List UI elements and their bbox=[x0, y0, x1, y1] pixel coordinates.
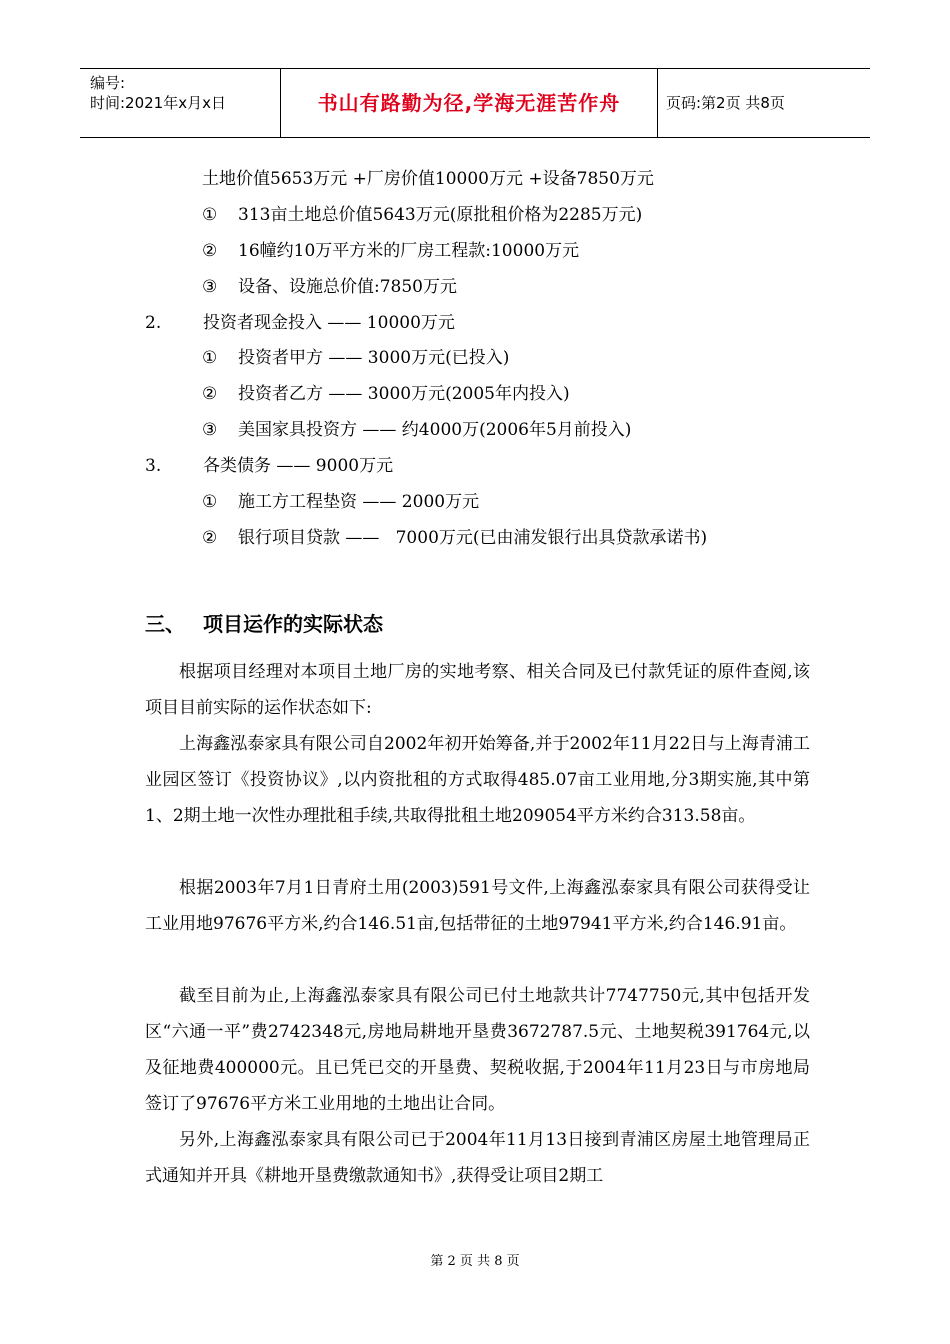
item-number: 3. bbox=[145, 456, 162, 476]
asset-mark: ② bbox=[202, 241, 218, 261]
investor-item bbox=[202, 417, 631, 443]
page-footer: 第 2 页 共 8 页 bbox=[430, 1254, 520, 1269]
asset-item bbox=[202, 274, 457, 300]
motto: 书山有路勤为径,学海无涯苦作舟 bbox=[280, 69, 658, 137]
asset-item bbox=[202, 202, 642, 228]
investor-item bbox=[202, 381, 570, 407]
paragraph: 根据项目经理对本项目土地厂房的实地考察、相关合同及已付款凭证的原件查阅,该项目目前实际的运作状态如下: bbox=[145, 662, 810, 718]
debt-item bbox=[202, 525, 707, 551]
investor-text: 投资者乙方 —— 3000万元(2005年内投入) bbox=[238, 384, 570, 404]
debt-text: 银行项目贷款 —— 7000万元(已由浦发银行出具贷款承诺书) bbox=[238, 528, 708, 548]
debt-item bbox=[202, 489, 479, 515]
section-heading bbox=[145, 608, 383, 637]
paragraph: 截至目前为止,上海鑫泓泰家具有限公司已付土地款共计7747750元,其中包括开发区“六通一平”费2742348元,房地局耕地开垦费3672787.5元、土地契税391764元,以及征地费400000元。且已凭已交的开垦费、契税收据,于2004年11月23日与市房地局签订了97676平方米工业用地的土地出让合同。 bbox=[145, 986, 810, 1114]
time-label: 时间:2021年x月x日 bbox=[90, 94, 226, 112]
asset-text: 313亩土地总价值5643万元(原批租价格为2285万元) bbox=[238, 205, 643, 225]
page-label: 页码:第2页 共8页 bbox=[666, 94, 785, 112]
funding-item-2 bbox=[145, 310, 455, 336]
investor-mark: ③ bbox=[202, 420, 218, 440]
debt-mark: ② bbox=[202, 528, 218, 548]
paragraph: 另外,上海鑫泓泰家具有限公司已于2004年11月13日接到青浦区房屋土地管理局正式通知并开具《耕地开垦费缴款通知书》,获得受让项目2期工 bbox=[145, 1130, 810, 1186]
number-label: 编号: bbox=[90, 74, 126, 92]
asset-mark: ③ bbox=[202, 277, 218, 297]
document-header bbox=[80, 68, 870, 138]
funding-summary: 土地价值5653万元 +厂房价值10000万元 +设备7850万元 bbox=[202, 169, 654, 189]
asset-item bbox=[202, 238, 579, 264]
funding-item-3 bbox=[145, 453, 393, 479]
investor-mark: ② bbox=[202, 384, 218, 404]
item-number: 2. bbox=[145, 313, 162, 333]
header-left-cell bbox=[80, 69, 280, 137]
section-title: 项目运作的实际状态 bbox=[203, 612, 383, 636]
investor-mark: ① bbox=[202, 348, 218, 368]
investor-text: 投资者甲方 —— 3000万元(已投入) bbox=[238, 348, 510, 368]
investor-item bbox=[202, 345, 509, 371]
debt-mark: ① bbox=[202, 492, 218, 512]
paragraph: 上海鑫泓泰家具有限公司自2002年初开始筹备,并于2002年11月22日与上海青浦工业园区签订《投资协议》,以内资批租的方式取得485.07亩工业用地,分3期实施,其中第1、2期土地一次性办理批租手续,共取得批租土地209054平方米约合313.58亩。 bbox=[145, 734, 810, 826]
asset-text: 设备、设施总价值:7850万元 bbox=[238, 277, 457, 297]
asset-mark: ① bbox=[202, 205, 218, 225]
paragraph: 根据2003年7月1日青府土用(2003)591号文件,上海鑫泓泰家具有限公司获得受让工业用地97676平方米,约合146.51亩,包括带征的土地97941平方米,约合146.91亩。 bbox=[145, 878, 810, 934]
section-number: 三、 bbox=[145, 612, 185, 636]
asset-text: 16幢约10万平方米的厂房工程款:10000万元 bbox=[238, 241, 580, 261]
item-text: 各类债务 —— 9000万元 bbox=[203, 456, 394, 476]
item-text: 投资者现金投入 —— 10000万元 bbox=[203, 313, 455, 333]
debt-text: 施工方工程垫资 —— 2000万元 bbox=[238, 492, 480, 512]
investor-text: 美国家具投资方 —— 约4000万(2006年5月前投入) bbox=[238, 420, 632, 440]
